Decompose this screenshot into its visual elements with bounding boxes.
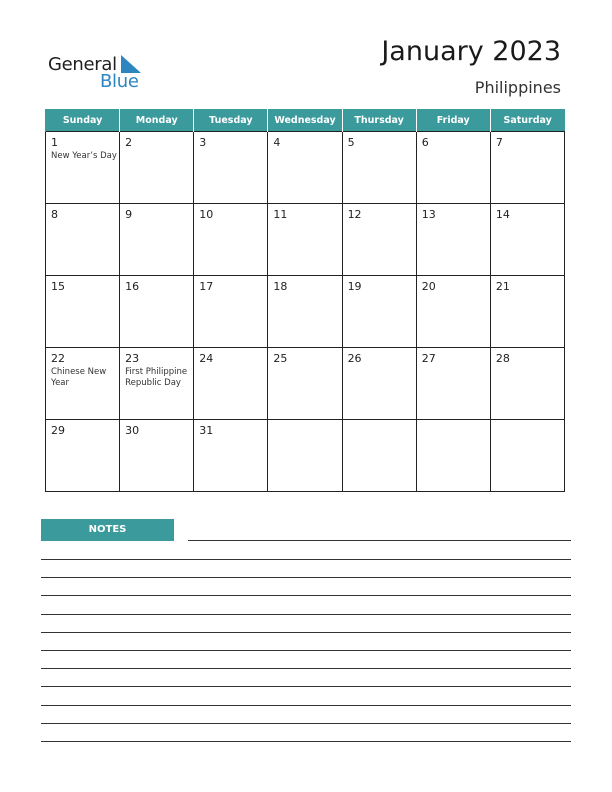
holiday-label: New Year’s Day: [51, 151, 117, 161]
page-title: January 2023: [381, 36, 561, 67]
day-cell: [490, 420, 564, 492]
notes-line: [41, 723, 571, 724]
day-cell: [268, 276, 342, 348]
calendar-week-row: [46, 276, 565, 348]
day-number: 11: [273, 208, 288, 221]
weekday-header-row: [46, 109, 565, 132]
notes-line: [41, 686, 571, 687]
day-cell: [46, 132, 120, 204]
day-number: 8: [51, 208, 58, 221]
notes-line: [41, 650, 571, 651]
day-cell: [342, 132, 416, 204]
weekday-header: Saturday: [490, 109, 564, 132]
day-number: 12: [347, 208, 362, 221]
day-cell: [120, 420, 194, 492]
notes-line: [41, 614, 571, 615]
notes-line: [41, 705, 571, 706]
day-number: 30: [125, 424, 140, 437]
day-number: 5: [347, 136, 355, 149]
weekday-header: Monday: [120, 109, 194, 132]
day-cell: [120, 204, 194, 276]
logo-text-blue: Blue: [100, 71, 139, 92]
day-number: 28: [495, 352, 510, 365]
notes-line: [188, 540, 571, 541]
day-cell: [268, 348, 342, 420]
day-number: 13: [421, 208, 436, 221]
day-cell: [194, 204, 268, 276]
weekday-header: Wednesday: [268, 109, 342, 132]
weekday-header: Thursday: [342, 109, 416, 132]
day-cell: [342, 276, 416, 348]
day-number: 2: [125, 136, 133, 149]
day-cell: [46, 420, 120, 492]
day-number: 24: [199, 352, 214, 365]
notes-line: [41, 668, 571, 669]
day-number: 15: [51, 280, 65, 293]
day-number: 25: [273, 352, 288, 365]
day-cell: [194, 276, 268, 348]
notes-line: [41, 741, 571, 742]
day-cell: [490, 204, 564, 276]
day-cell: [416, 204, 490, 276]
logo-text-general: General: [48, 54, 117, 75]
notes-line: [41, 595, 571, 596]
notes-line: [41, 632, 571, 633]
day-cell: [268, 132, 342, 204]
day-number: 20: [421, 280, 436, 293]
day-cell: [46, 276, 120, 348]
day-number: 31: [199, 424, 214, 437]
day-number: 6: [421, 136, 429, 149]
calendar-week-row: [46, 420, 565, 492]
weekday-header: Friday: [416, 109, 490, 132]
day-cell: [120, 276, 194, 348]
calendar-body: [46, 132, 565, 492]
logo: [48, 52, 148, 92]
holiday-label: Chinese New Year: [51, 367, 107, 388]
day-cell: [268, 204, 342, 276]
weekday-header: Tuesday: [194, 109, 268, 132]
day-number: 17: [199, 280, 214, 293]
day-number: 22: [51, 352, 65, 365]
day-cell: [120, 348, 194, 420]
calendar-week-row: [46, 348, 565, 420]
day-cell: [416, 276, 490, 348]
holiday-label: First Philippine Republic Day: [125, 367, 188, 388]
day-number: 26: [347, 352, 362, 365]
day-number: 14: [495, 208, 510, 221]
notes-line: [41, 559, 571, 560]
day-cell: [416, 132, 490, 204]
day-number: 9: [125, 208, 133, 221]
day-number: 7: [495, 136, 503, 149]
day-cell: [342, 204, 416, 276]
day-number: 19: [347, 280, 362, 293]
calendar-week-row: [46, 204, 565, 276]
calendar-grid: [45, 109, 565, 492]
day-number: 27: [421, 352, 436, 365]
day-number: 21: [495, 280, 510, 293]
day-cell: [490, 132, 564, 204]
country-label: Philippines: [474, 78, 561, 97]
day-cell: [120, 132, 194, 204]
day-cell: [268, 420, 342, 492]
day-cell: [194, 132, 268, 204]
day-cell: [490, 348, 564, 420]
day-cell: [490, 276, 564, 348]
day-number: 18: [273, 280, 288, 293]
day-number: 10: [199, 208, 214, 221]
notes-line: [41, 577, 571, 578]
day-cell: [342, 348, 416, 420]
day-number: 4: [273, 136, 281, 149]
weekday-header: Sunday: [46, 109, 120, 132]
day-cell: [416, 420, 490, 492]
day-number: 16: [125, 280, 140, 293]
day-cell: [46, 348, 120, 420]
day-cell: [416, 348, 490, 420]
day-cell: [194, 348, 268, 420]
day-number: 29: [51, 424, 65, 437]
day-number: 3: [199, 136, 207, 149]
calendar-week-row: [46, 132, 565, 204]
day-number: 1: [51, 136, 58, 149]
day-cell: [194, 420, 268, 492]
day-number: 23: [125, 352, 140, 365]
day-cell: [46, 204, 120, 276]
day-cell: [342, 420, 416, 492]
notes-label: NOTES: [41, 519, 174, 541]
